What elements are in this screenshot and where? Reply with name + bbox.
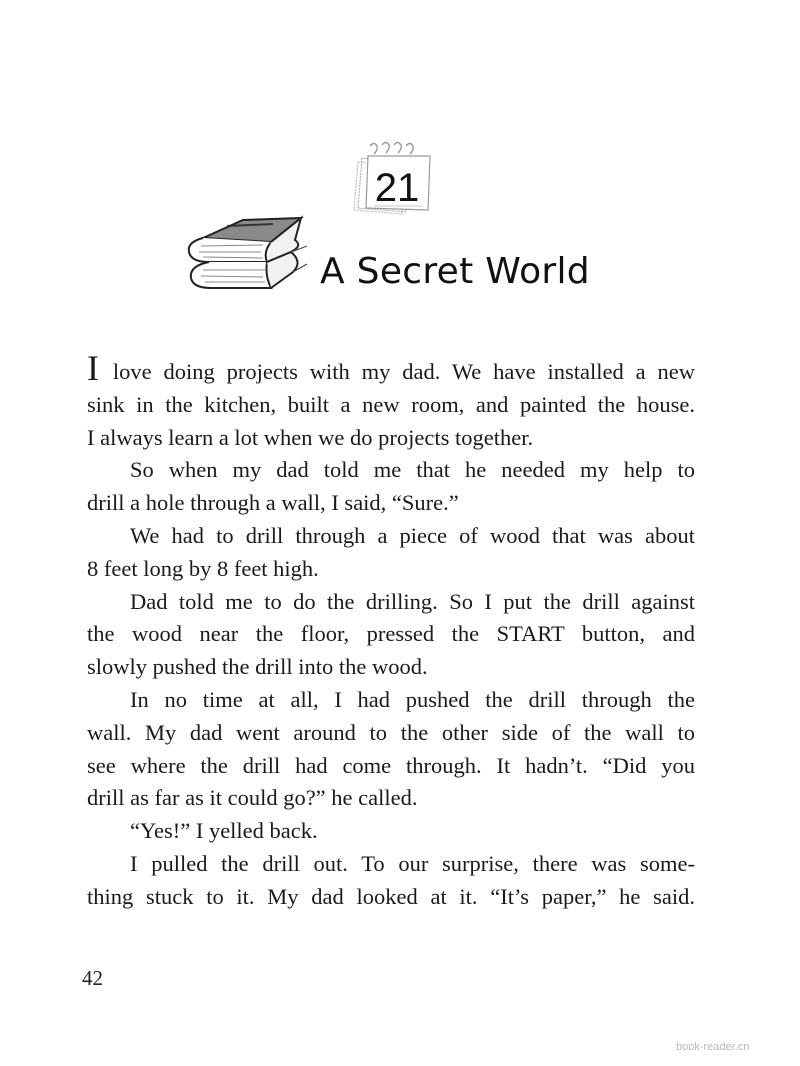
paragraph-7: I pulled the drill out. To our surprise, there was some- thing stuck to it. My dad looked at it. “It’s paper,” he said. — [87, 850, 695, 909]
paragraph-6: “Yes!” I yelled back. — [130, 818, 318, 844]
page-number: 42 — [82, 966, 103, 990]
drop-cap: I — [87, 348, 99, 388]
paragraph-5: In no time at all, I had pushed the drill through the wall. My dad went around to the other side of the wall to see where the drill had come through. It hadn’t. “Did you drill as far as it could go?” he called. — [87, 686, 695, 811]
paragraph-3: We had to drill through a piece of wood that was about 8 feet long by 8 feet high. — [87, 522, 695, 581]
books-icon — [183, 212, 313, 302]
chapter-body — [87, 348, 695, 914]
paragraph-4: Dad told me to do the drilling. So I put the drill against the wood near the floor, pressed the START button, and slowly pushed the drill into the wood. — [87, 588, 695, 680]
paragraph-1: I love doing projects with my dad. We have installed a new sink in the kitchen, built a new room, and painted the house. I always learn a lot when we do projects together. — [87, 348, 695, 450]
chapter-title: A Secret World — [320, 251, 590, 292]
paragraph-2: So when my dad told me that he needed my help to drill a hole through a wall, I said, “Sure.” — [87, 457, 695, 516]
chapter-number: 21 — [374, 166, 420, 210]
watermark: book-reader.cn — [676, 1041, 750, 1053]
